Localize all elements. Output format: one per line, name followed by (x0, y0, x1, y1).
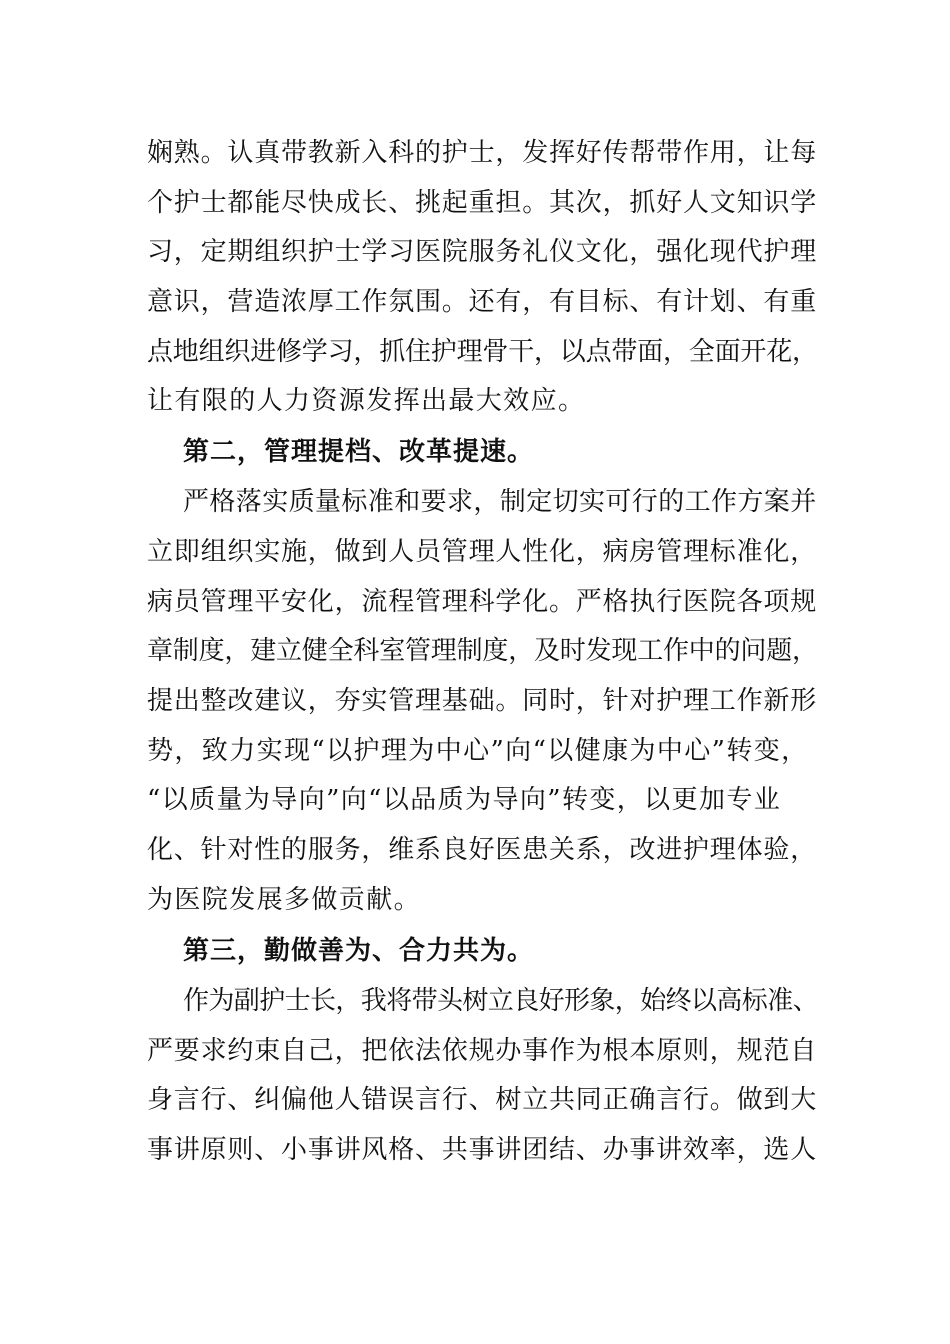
body-text-line: 化、针对性的服务，维系良好医患关系，改进护理体验， (147, 835, 818, 865)
body-text-line: 意识，营造浓厚工作氛围。还有，有目标、有计划、有重 (147, 287, 818, 317)
body-text-line: 让有限的人力资源发挥出最大效应。 (147, 386, 586, 416)
body-text-line: 事讲原则、小事讲风格、共事讲团结、办事讲效率，选人 (147, 1135, 818, 1165)
body-text-line: 势，致力实现“以护理为中心”向“以健康为中心”转变， (147, 736, 809, 766)
body-text-line: 为医院发展多做贡献。 (147, 885, 422, 915)
section-heading: 第二，管理提档、改革提速。 (183, 437, 535, 467)
body-text-line: 习，定期组织护士学习医院服务礼仪文化，强化现代护理 (147, 237, 818, 267)
body-text-line: 严格落实质量标准和要求，制定切实可行的工作方案并 (183, 487, 817, 517)
body-text-line: 身言行、纠偏他人错误言行、树立共同正确言行。做到大 (147, 1085, 818, 1115)
body-text-line: “以质量为导向”向“以品质为导向”转变，以更加专业 (147, 785, 782, 815)
section-heading: 第三，勤做善为、合力共为。 (183, 936, 535, 966)
body-text-line: 立即组织实施，做到人员管理人性化，病房管理标准化， (147, 537, 818, 567)
body-text-line: 提出整改建议，夯实管理基础。同时，针对护理工作新形 (147, 686, 818, 716)
body-text-line: 章制度，建立健全科室管理制度，及时发现工作中的问题， (147, 636, 818, 666)
body-text-line: 病员管理平安化，流程管理科学化。严格执行医院各项规 (147, 587, 818, 617)
body-text-line: 个护士都能尽快成长、挑起重担。其次，抓好人文知识学 (147, 188, 818, 218)
body-text-line: 娴熟。认真带教新入科的护士，发挥好传帮带作用，让每 (147, 138, 818, 168)
body-text-line: 点地组织进修学习，抓住护理骨干，以点带面，全面开花， (147, 337, 818, 367)
body-text-line: 严要求约束自己，把依法依规办事作为根本原则，规范自 (147, 1036, 818, 1066)
body-text-line: 作为副护士长，我将带头树立良好形象，始终以高标准、 (183, 986, 819, 1016)
